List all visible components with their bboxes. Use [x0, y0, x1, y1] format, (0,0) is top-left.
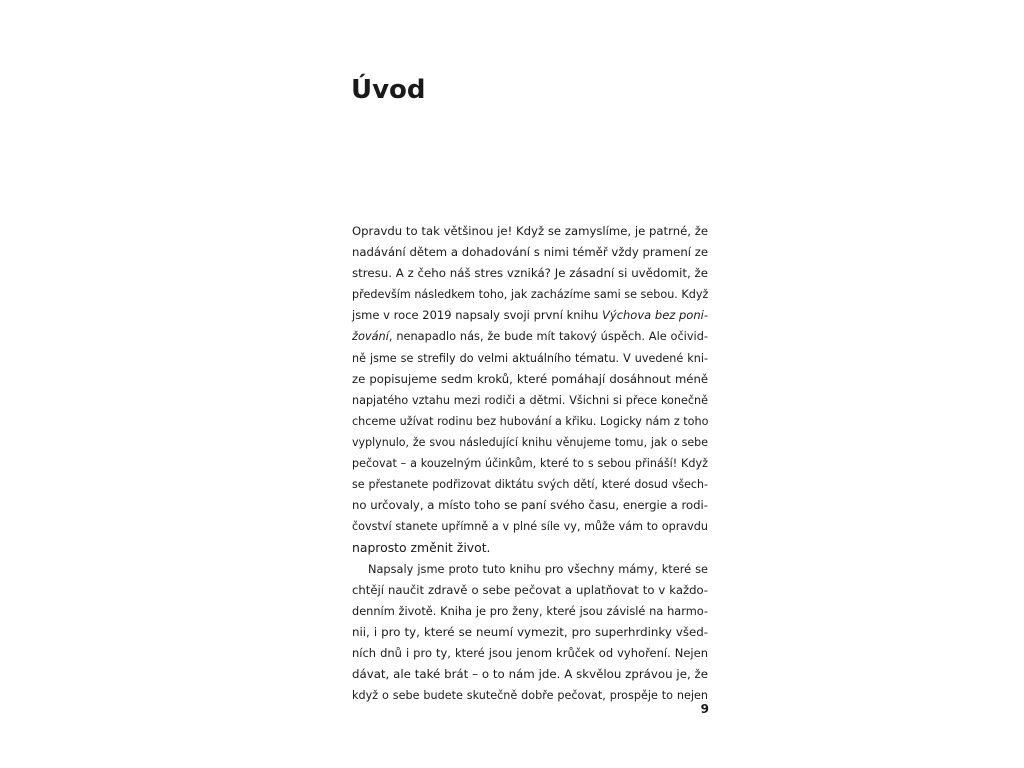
- text-line: chtějí naučit zdravě o sebe pečovat a uplatňovat to v každo-: [352, 582, 708, 597]
- text-segment: , nenapadlo nás, že bude mít takový úspěch. Ale očivid-: [388, 329, 708, 344]
- page-number: 9: [700, 702, 709, 716]
- text-line: ních dnů i pro ty, které jsou jenom krůček od vyhoření. Nejen: [352, 645, 708, 660]
- text-line: chceme užívat rodinu bez hubování a křiku. Logicky nám z toho: [352, 414, 709, 428]
- text-line: [352, 326, 708, 347]
- chapter-title: Úvod: [351, 75, 426, 105]
- text-line: denním životě. Kniha je pro ženy, které jsou závislé na harmo-: [352, 603, 708, 618]
- paragraph: [352, 221, 708, 559]
- text-line: když o sebe budete skutečně dobře pečovat, prospěje to nejen: [352, 689, 708, 703]
- text-line: stresu. A z čeho náš stres vzniká? Je zásadní si uvědomit, že: [352, 266, 708, 281]
- text-line: ze popisujeme sedm kroků, které pomáhají dosáhnout méně: [352, 371, 708, 386]
- text-line: čovství stanete upřímně a v plné síle vy, může vám to opravdu: [352, 520, 708, 534]
- text-line: vyplynulo, že svou následující knihu věnujeme tomu, jak o sebe: [352, 435, 708, 449]
- body-text: [352, 221, 708, 706]
- book-title: Výchova bez poni-: [602, 308, 708, 323]
- text-line: především následkem toho, jak zacházíme sami se sebou. Když: [352, 288, 709, 302]
- text-line: Napsaly jsme proto tuto knihu pro všechny mámy, které se: [368, 561, 708, 576]
- text-line: nadávání dětem a dohadování s nimi téměř vždy pramení ze: [352, 245, 708, 260]
- text-line: dávat, ale také brát – o to nám jde. A skvělou zprávou je, že: [352, 666, 708, 681]
- paragraph: [352, 559, 708, 707]
- text-line: pečovat – a kouzelným účinkům, které to s sebou přináší! Když: [352, 457, 708, 471]
- book-title-continued: žování: [352, 329, 389, 344]
- text-line: ně jsme se strefily do velmi aktuálního tématu. V uvedené kni-: [352, 351, 708, 365]
- text-line: se přestanete podřizovat diktátu svých dětí, které dosud všech-: [352, 478, 708, 492]
- text-line: nii, i pro ty, které se neumí vymezit, pro superhrdinky všed-: [352, 624, 708, 639]
- text-line: naprosto změnit život.: [352, 540, 491, 556]
- text-line: [352, 305, 708, 326]
- text-line: no určovaly, a místo toho se paní svého času, energie a rodi-: [352, 498, 708, 513]
- text-segment: jsme v roce 2019 napsaly svoji první knihu: [352, 308, 603, 323]
- text-line: napjatého vztahu mezi rodiči a dětmi. Všichni si přece konečně: [352, 393, 708, 407]
- text-line: Opravdu to tak většinou je! Když se zamyslíme, je patrné, že: [352, 224, 708, 238]
